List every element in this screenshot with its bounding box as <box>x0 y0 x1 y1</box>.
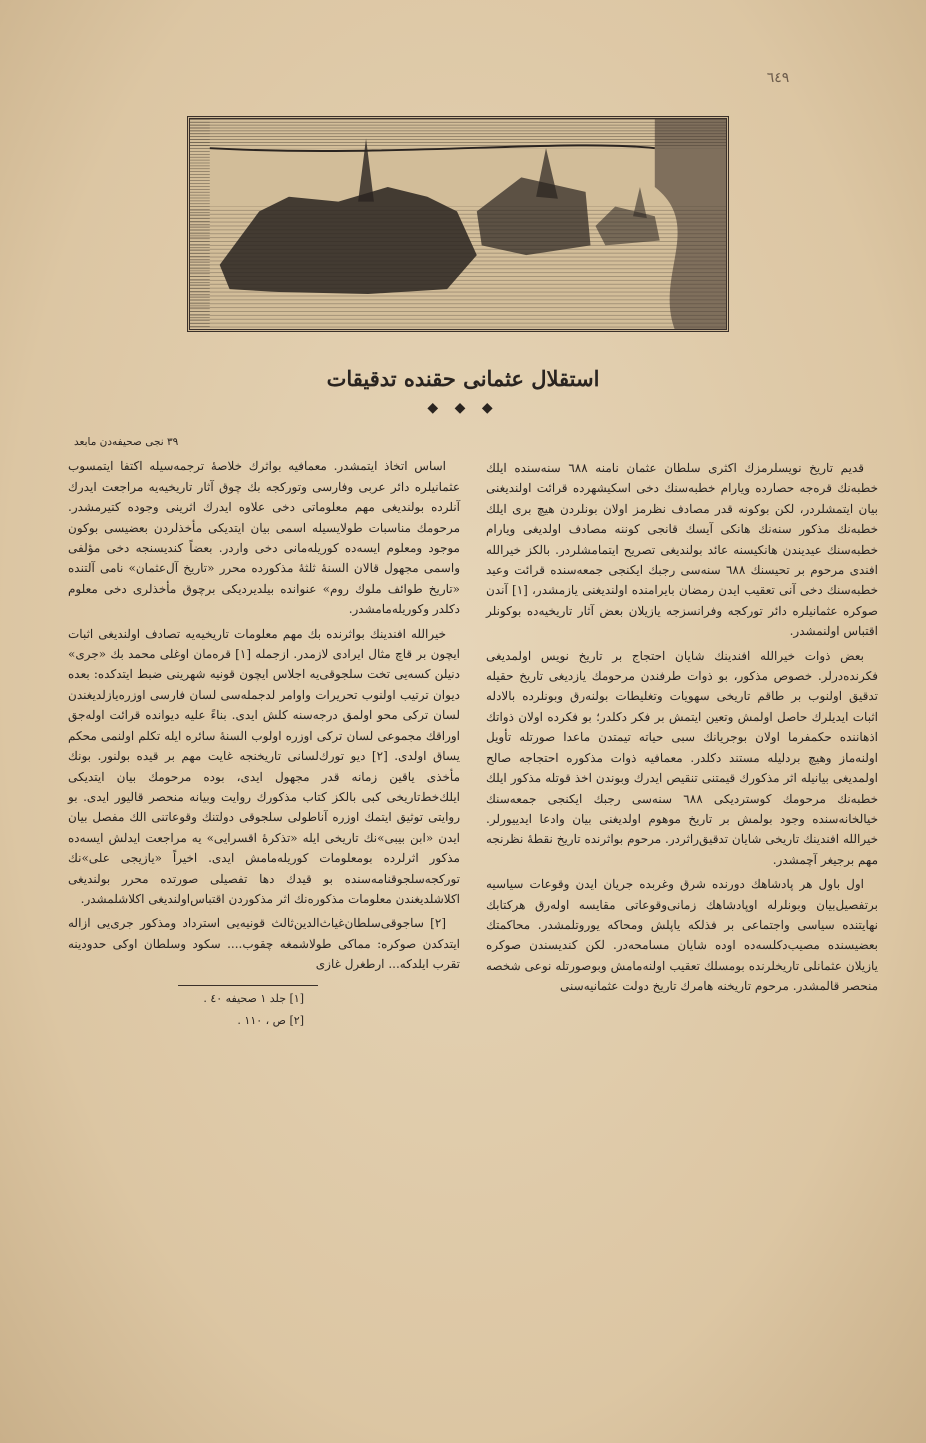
page-number: ٦٤٩ <box>766 70 790 86</box>
header-engraving <box>187 116 729 332</box>
footnote: [١] جلد ١ صحیفه ٤٠ . <box>203 991 304 1005</box>
footnote-block: [٢] ساجوقی‌سلطان‌غیاث‌الدین‌ثالث قونیه‌یی استرداد ومذکور جری‌یی ازاله ایتدکدن صوکره: مماکی طولاشمغه چقوب.... سکود وسلطان اوکی حدودینه تقرب ایلدکه... ارطغرل غازی <box>68 916 460 972</box>
paragraph: اول باول هر پادشاهك دورنده شرق وغربده جریان ایدن وقوعات سیاسیه برتفصیل‌بیان وبونلرله اوپادشاهك زمانی‌وقوعاتی مقایسه اوله‌رق هرکتابك نهایتنده سیاسی واجتماعی بر فذلکه یاپلش ومحاکه یوروتلمشدر. محاکمتك بعضیسنده مصیب‌دکلسه‌ده اوده شایان مسامحه‌در. لکن کندیسندن صوکره یازیلان عثمانلی تاریخلرنده بومسلك تعقیب اولنه‌مامش وبوصورتله نوعی شخصه منحصر قالمشدر. مرحوم تاریخنه هامرك تاریخ دولت عثمانیه‌سنی <box>486 877 878 994</box>
article-title: استقلال عثمانی حقنده تدقیقات <box>326 366 600 391</box>
footnotes <box>178 985 318 1030</box>
paragraph: اساس اتخاذ ایتمشدر. معمافیه بواثرك خلاصهٔ ترجمه‌سیله اکتفا ایتمسوب عثمانیلره دائر عربی وفارسی وتورکجه بك چوق آثار تاریخیه‌یه مراجعت ایدرك آنلرده بولندیغی مهم معلوماتی دخی علاوه ایدرك اثرینی وجوده کتیرمشدر. مرحومك مناسبات طولایسیله اسمی بیان ایتدیکی مأخذلردن بعضیسی بوکون موجود ومعلوم ایسه‌ده کوریله‌مانی دخی واردر. بعضاً کندیسنجه دخی مؤلفی واسمی مجهول قالان السنهٔ ثلثهٔ مذکورده محرر «تاریخ آل‌عثمان» نامی آلتنده «تاریخ طوائف ملوك روم» عنوانده بیلدیردیکی برچوق مأخذلری دخی معلوم دکلدر وکوریله‌مامشدر. <box>68 459 460 617</box>
ornament-divider: ◆ ◆ ◆ <box>427 400 499 416</box>
continuation-note: ٣٩ نجی صحیفه‌دن مابعد <box>74 436 179 448</box>
left-column <box>68 432 460 1034</box>
paragraph: بعض ذوات خیرالله افندینك شایان احتجاج بر تاریخ نویس اولمدیغی فکرنده‌درلر. خصوص مذکور، بو ذوات طرفندن مرحومك یازدیغی تاریخ حقیله تدقیق اولنوب بر طاقم تاریخی سهویات وتغلیطات بولنه‌رق وبونلرده بالادله اثبات ایدیلرك حاصل اولمش وتعین ایتمش بر فکر دکلدر؛ بو فکرده اولان ذواتك اذهاننده حکمفرما اولان بوجریانك سبی حیاته تیمتدن ماعدا صورتله تأویل اولنه‌ماز وهیچ بردلیله مستند دکلدر. معمافیه ذوات مذکوره احتجاجه صالح اولمدیغی بیانیله اثر مذکورك قیمتنی تنقیص ایدرك وبوندن اخذ قوتله مذکور ایلك خطبه‌نك مرحومك کوستردیکی ٦٨٨ سنه‌سی رجبك ایکنجی جمعه‌سنك خیالخانه‌سنده وجود بولمش بر تاریخ موهوم اولدیغنی بیان وادعا ایدییورلر. خیرالله افندینك تاریخی شایان تدقیق‌راثردر. مرحوم بواثرنده تاریخ نقطهٔ نظرنجه مهم برجیغر آچمشدر. <box>486 648 878 867</box>
footnote: [٢] ص ، ١١٠ . <box>237 1013 304 1027</box>
paragraph: قدیم تاریخ نویسلرمزك اکثری سلطان عثمان نامنه ٦٨٨ سنه‌سنده ایلك خطبه‌نك قرەجه حصارده ویارام خطبه‌سنك دخی اسکیشهرده قرائت اولندیغنی بیان ایتمشلردر، لکن بوکونه قدر مصادف نظرمز اولان بونلردن هیچ بری ایلك خطبه‌نك مذکور سنه‌نك هانکی آیسك قانجی کوننه مصادف اولدیغی ویارام خطبه‌سنك عیدیندن هانکیسنه عائد بولندیغی تصریح ایتمامشلردر. بالکز خیرالله افندی مرحوم بر تحیسنك ٦٨٨ سنه‌سی رجبك ایکنجی جمعه‌سنده قرائت وعید خطبه‌سنك دخی آنی تعقیب ایدن رمضان بایرامنده اولندیغنی یازمشدر، [١] آندن صوکره عثمانیلره دائر تورکجه وفرانسزجه یازیلان بعض آثار تاریخیه‌ده بوکونلر اقتباس اولنمشدر. <box>486 461 879 639</box>
paragraph: خیرالله افندینك بواثرنده بك مهم معلومات تاریخیه‌یه تصادف اولندیغی اثبات ایچون بر قاچ مثال ایرادی لازمدر. ازجمله [١] قرەمان اوغلی محمد بك «جری» دنیلن کسه‌یی تخت سلجوقی‌یه اجلاس ایچون قونیه شهرینی ضبط ایتدکده: بعده دیوان ترتیب اولنوب تحریرات واوامر لدجمله‌سی لسان فارسی اوزره‌یازلدیغندن لسان ترکی محو اولمق درجه‌سنه کلش ایدی. بناءً علیه دیوانده قرائت اوله‌جق اوراقك مجموعی لسان ترکی اوزره اولوب السنهٔ سائره ایله تکلم اولنمی محکم یساق اولدی. [٢] دیو تورك‌لسانی تاریخنجه غایت مهم بر قیده بولنور. بونك مأخذی یاقین زمانه قدر مجهول ایدی، بوده مرحومك بیان ایتدیکی ایلك‌خط‌تاریخی کبی بالکز کتاب مذکورك روایت وبیانه منحصر قالیور ایدی. بو روایتی توثیق ایتمك اوزره آناطولی سلجوقی دولتنك وقوعاتنی الك مفصل بیان ایدن «ابن بیبی»نك تاریخی ایله «تذکرهٔ اقسرایی» یه مراجعت ایدلش ایسه‌ده مذکور اثرلرده بومعلومات کوریله‌مامش ایدی. اخیراً «یازیجی علی»نك تورکجه‌سلجوقنامه‌سنده بو قیدك دها تفصیلی صورتده محرر بولندیغی اکلاشلدیغندن معلومات مذکوره‌نك اثر مذکوردن اقتباس‌اولندیغی اکلاشلمشدر. <box>68 626 460 906</box>
right-column <box>486 458 878 1001</box>
